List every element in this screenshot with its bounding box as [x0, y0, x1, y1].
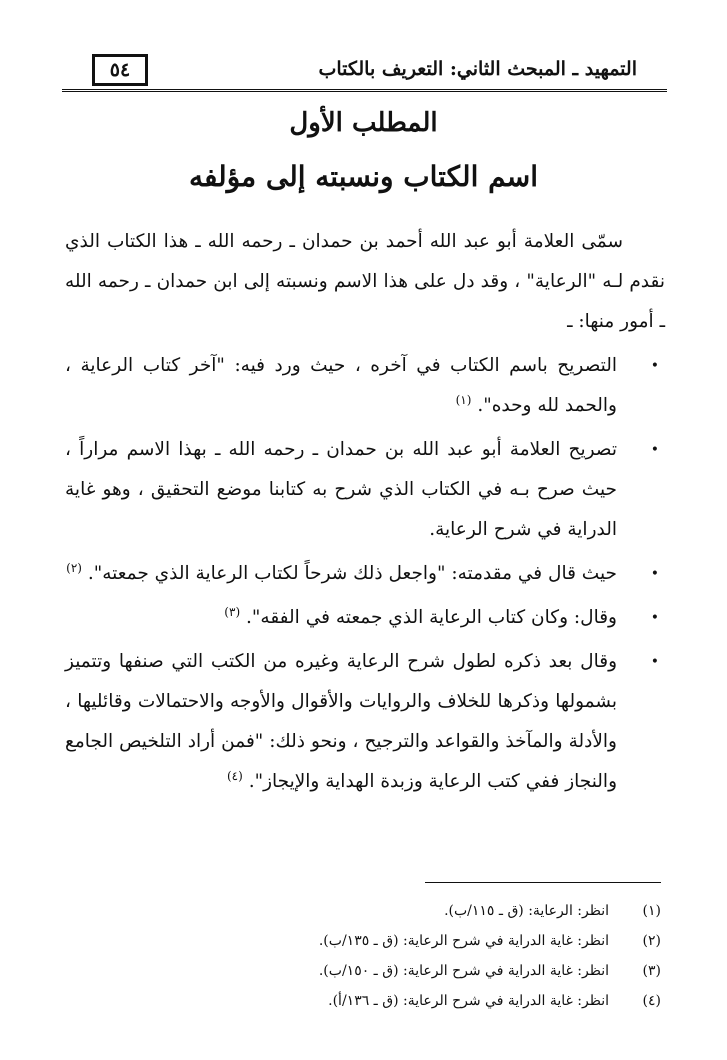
running-header — [62, 56, 667, 92]
bullet-list — [65, 346, 665, 802]
bullet-dot-icon: • — [650, 654, 659, 670]
footnote-item — [61, 956, 661, 986]
section-subtitle: اسم الكتاب ونسبته إلى مؤلفه — [188, 160, 538, 193]
list-item — [65, 642, 665, 802]
bullet-text: وقال: وكان كتاب الرعاية الذي جمعته في الفقه". — [246, 607, 617, 628]
bullet-text: وقال بعد ذكره لطول شرح الرعاية وغيره من الكتب التي صنفها وتتميز بشمولها وذكرها للخلاف والروايات والأقوال والأوجه والاحتمالات وقائليها ، والأدلة والمآخذ والقواعد والترجيح ، ونحو ذلك: "فمن أراد التلخيص الجامع والنجاز ففي كتب الرعاية وزبدة الهداية والإيجاز". — [65, 651, 617, 792]
footnote-number: (٢) — [642, 933, 661, 949]
footnote-number: (٣) — [642, 963, 661, 979]
footnote-text: انظر: غاية الدراية في شرح الرعاية: (ق ـ ١٥٠/ب). — [318, 963, 609, 979]
footnote-item — [61, 926, 661, 956]
footnote-text: انظر: غاية الدراية في شرح الرعاية: (ق ـ ١٣٦/أ). — [328, 993, 609, 1009]
page-number: ٥٤ — [92, 54, 148, 86]
bullet-dot-icon: • — [650, 610, 659, 626]
footnote-number: (٤) — [642, 993, 661, 1009]
list-item — [65, 430, 665, 550]
section-title: المطلب الأول — [289, 108, 438, 138]
footnote-text: انظر: الرعاية: (ق ـ ١١٥/ب). — [444, 903, 609, 919]
footnote-ref[interactable]: (١) — [455, 392, 472, 407]
list-item — [65, 598, 665, 638]
footnote-item — [61, 896, 661, 926]
bullet-dot-icon: • — [650, 358, 659, 374]
footnote-item — [61, 986, 661, 1016]
bullet-text: تصريح العلامة أبو عبد الله بن حمدان ـ رحمه الله ـ بهذا الاسم مراراً ، حيث صرح بـه في الكتاب الذي شرح به كتابنا موضع التحقيق ، وهو غاية الدراية في شرح الرعاية. — [65, 439, 617, 540]
bullet-dot-icon: • — [650, 566, 659, 582]
list-item — [65, 554, 665, 594]
footnote-separator — [425, 882, 661, 883]
header-title: التمهيد ـ المبحث الثاني: التعريف بالكتاب — [318, 58, 637, 80]
footnote-text: انظر: غاية الدراية في شرح الرعاية: (ق ـ ١٣٥/ب). — [318, 933, 609, 949]
bullet-dot-icon: • — [650, 442, 659, 458]
header-rule — [62, 89, 667, 92]
intro-paragraph: سمّى العلامة أبو عبد الله أحمد بن حمدان ـ رحمه الله ـ هذا الكتاب الذي نقدم لـه "الرعاية" ، وقد دل على هذا الاسم ونسبته إلى ابن حمدان ـ رحمه الله ـ أمور منها: ـ — [65, 231, 665, 332]
footnote-ref[interactable]: (٢) — [66, 560, 82, 575]
footnote-ref[interactable]: (٤) — [226, 768, 243, 783]
bullet-text: حيث قال في مقدمته: "واجعل ذلك شرحاً لكتاب الرعاية الذي جمعته". — [87, 563, 617, 584]
footnote-number: (١) — [642, 903, 661, 919]
footnotes-list — [61, 896, 661, 1016]
bullet-text: التصريح باسم الكتاب في آخره ، حيث ورد فيه: "آخر كتاب الرعاية ، والحمد لله وحده". — [65, 355, 617, 416]
footnote-ref[interactable]: (٣) — [224, 604, 241, 619]
list-item — [65, 346, 665, 426]
